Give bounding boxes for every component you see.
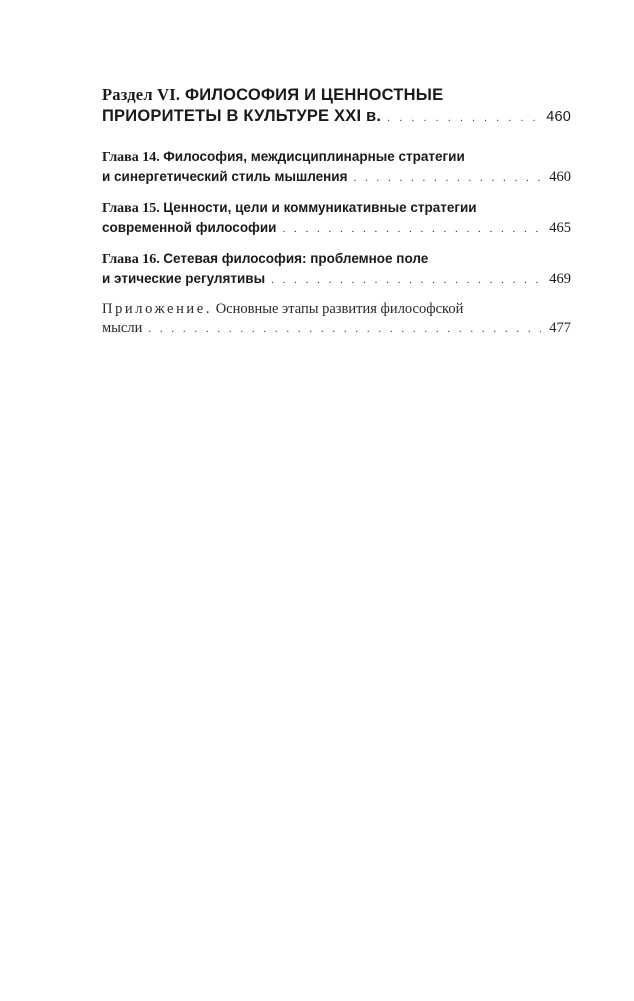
chapter-prefix: Глава 15. xyxy=(102,201,160,216)
chapter-title-part1: Философия, междисциплинарные стратегии xyxy=(163,149,465,164)
page-number: 465 xyxy=(549,220,571,236)
chapter-line2 xyxy=(102,167,571,188)
chapter-title-part1: Сетевая философия: проблемное поле xyxy=(163,251,429,266)
appendix-title-part1: Основные этапы развития философской xyxy=(215,301,464,317)
toc-chapter-14[interactable] xyxy=(102,147,571,188)
chapter-line1 xyxy=(102,198,571,218)
toc-appendix[interactable] xyxy=(102,300,571,339)
chapter-line1 xyxy=(102,147,571,167)
section-title-part1: ФИЛОСОФИЯ И ЦЕННОСТНЫЕ xyxy=(184,86,444,104)
page-number: 477 xyxy=(549,320,571,336)
chapter-prefix: Глава 16. xyxy=(102,252,160,267)
chapter-title-part2: и этические регулятивы xyxy=(102,271,266,286)
chapter-title-part2: и синергетический стиль мышления xyxy=(102,169,348,184)
toc-chapter-16[interactable] xyxy=(102,249,571,290)
appendix-line1 xyxy=(102,300,571,319)
appendix-line2 xyxy=(102,319,571,339)
appendix-title-part2: мысли xyxy=(102,320,143,336)
chapter-title-part2: современной философии xyxy=(102,220,277,235)
dot-leader xyxy=(148,320,541,339)
section-title-line2 xyxy=(102,106,571,129)
toc-chapter-15[interactable] xyxy=(102,198,571,239)
page-number: 460 xyxy=(546,109,571,125)
chapter-line1 xyxy=(102,249,571,269)
table-of-contents xyxy=(102,84,571,339)
page-number: 469 xyxy=(549,271,571,287)
chapter-line2 xyxy=(102,218,571,239)
toc-section-6[interactable] xyxy=(102,84,571,129)
appendix-label: Приложение. xyxy=(102,301,213,317)
chapter-title-part1: Ценности, цели и коммуникативные стратегии xyxy=(163,200,477,215)
section-prefix: Раздел VI. xyxy=(102,85,181,104)
page-number: 460 xyxy=(549,169,571,185)
section-title-part2: ПРИОРИТЕТЫ В КУЛЬТУРЕ XXI в. xyxy=(102,107,382,125)
dot-leader xyxy=(387,108,538,129)
dot-leader xyxy=(271,271,541,290)
section-title-line1 xyxy=(102,84,571,106)
chapter-prefix: Глава 14. xyxy=(102,150,160,165)
dot-leader xyxy=(353,169,541,188)
chapter-line2 xyxy=(102,269,571,290)
dot-leader xyxy=(282,220,541,239)
